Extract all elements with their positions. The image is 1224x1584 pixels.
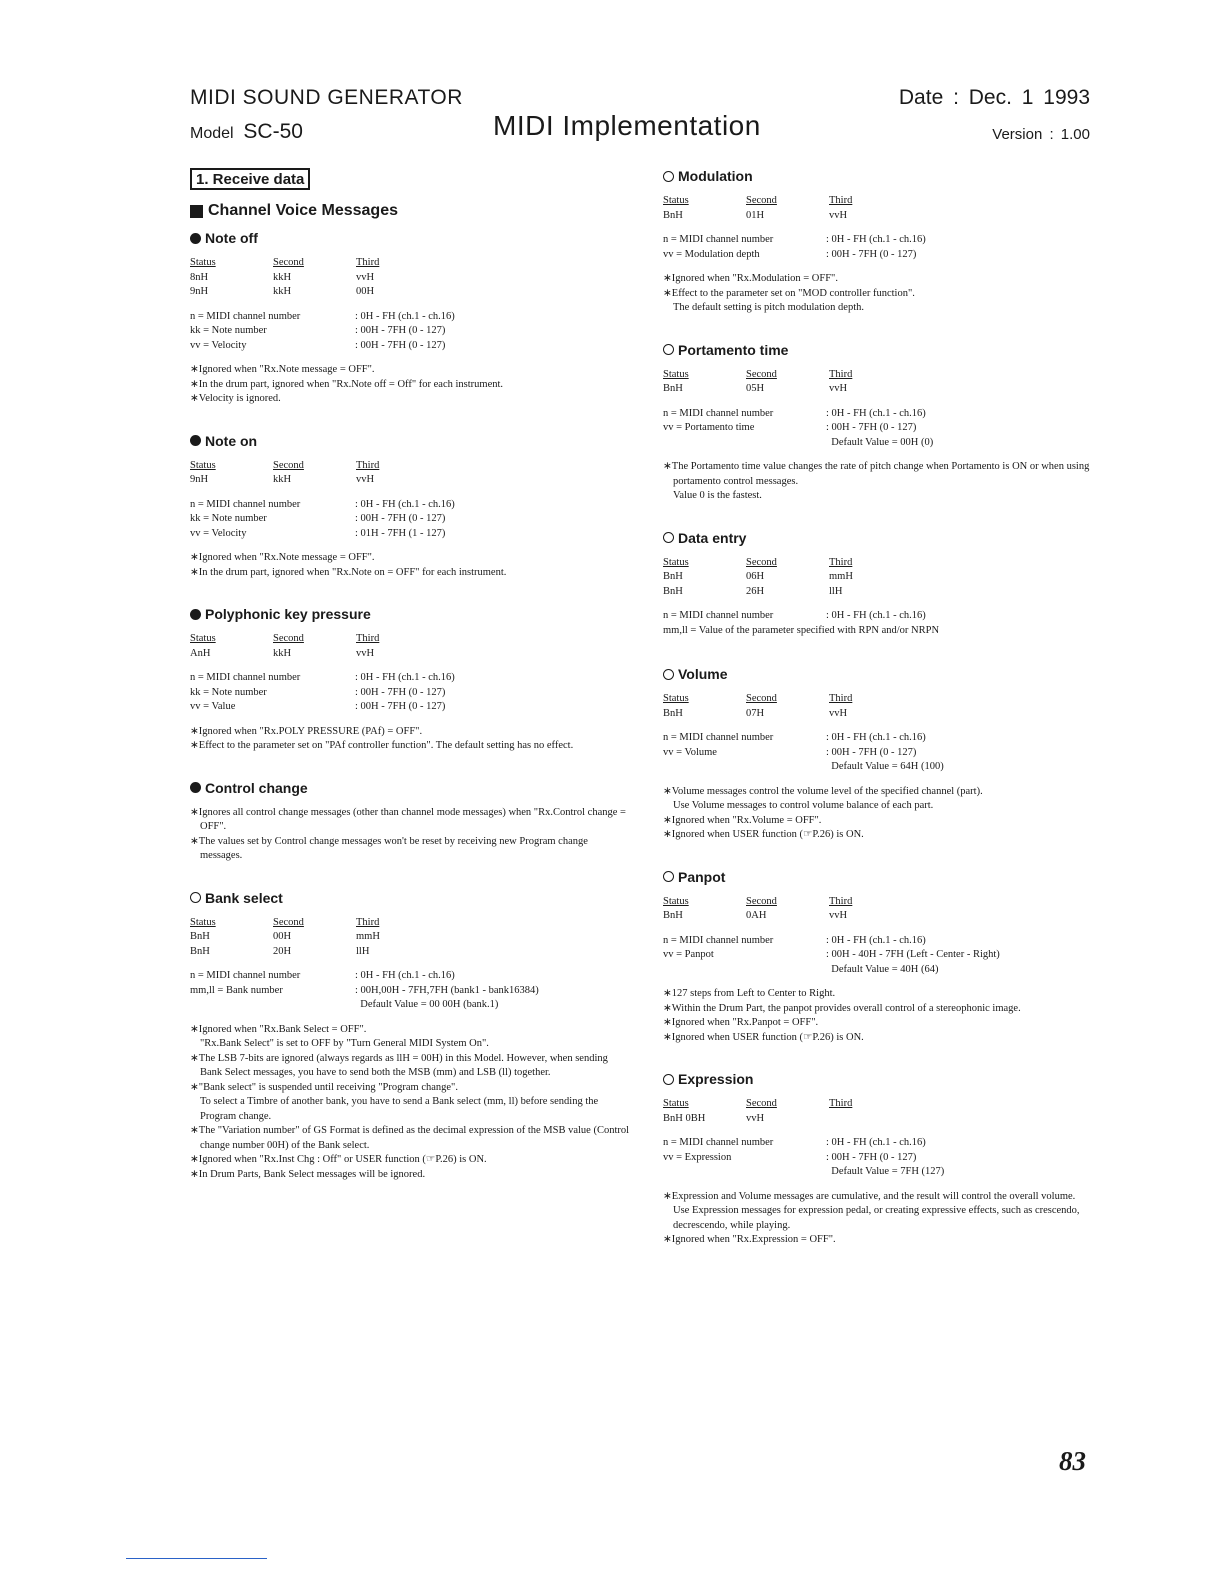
param-label: vv = Portamento time	[663, 422, 755, 433]
note-line: To select a Timbre of another bank, you have to send a Bank select (mm, ll) before sending the Program change.	[200, 1096, 599, 1122]
byte-table-cell: Second	[746, 195, 777, 206]
page-title: MIDI Implementation	[493, 110, 761, 141]
byte-table	[663, 556, 1093, 600]
byte-table	[190, 916, 630, 960]
byte-table-cell: Status	[190, 459, 216, 471]
param-list	[190, 310, 630, 354]
param-range: : 0H - FH (ch.1 - ch.16)	[826, 234, 926, 245]
byte-table-cell: BnH	[190, 931, 210, 942]
version-label: Version : 1.00	[992, 126, 1090, 143]
param-line	[663, 624, 1093, 639]
param-line	[663, 233, 1093, 248]
byte-table-cell: Second	[746, 556, 777, 568]
byte-table-header	[190, 916, 630, 931]
param-line	[663, 731, 1093, 746]
note-line: ∗Velocity is ignored.	[190, 393, 281, 404]
param-label: n = MIDI channel number	[663, 934, 774, 946]
byte-table-cell: vvH	[356, 647, 375, 659]
product-name: MIDI SOUND GENERATOR	[190, 86, 463, 109]
byte-table-row	[663, 382, 1093, 397]
msg-title-text: Panpot	[678, 868, 726, 885]
byte-table-cell: Status	[663, 368, 689, 380]
byte-table-cell: Second	[746, 895, 777, 907]
note-list	[190, 725, 630, 754]
param-list	[663, 609, 1093, 638]
msg-note-on	[190, 433, 630, 581]
note-line: ∗Expression and Volume messages are cumulative, and the result will control the overall volume.	[663, 1190, 1076, 1202]
msg-title-text: Portamento time	[678, 341, 789, 358]
param-list	[190, 498, 630, 542]
byte-table	[663, 1097, 1093, 1126]
channel-voice-title: Channel Voice Messages	[208, 202, 398, 219]
param-range: : 00H - 7FH (0 - 127)	[826, 422, 917, 433]
note-line: ∗Ignored when "Rx.Expression = OFF".	[663, 1234, 836, 1245]
param-label	[663, 760, 826, 775]
note-line: ∗In the drum part, ignored when "Rx.Note on = OFF" for each instrument.	[190, 566, 507, 578]
param-label: mm,ll = Bank number	[190, 984, 283, 996]
open-circle-bullet-icon	[663, 344, 674, 355]
byte-table-row	[190, 285, 630, 300]
note-list	[663, 785, 1093, 843]
note-line: ∗Ignored when "Rx.Modulation = OFF".	[663, 273, 838, 284]
byte-table-cell: Status	[663, 195, 689, 206]
msg-poly-pressure	[190, 606, 630, 754]
byte-table-cell: kkH	[273, 474, 292, 485]
param-range: : 0H - FH (ch.1 - ch.16)	[355, 970, 455, 981]
param-line	[663, 1151, 1093, 1166]
byte-table-header	[663, 895, 1093, 910]
note-list	[663, 987, 1093, 1045]
byte-table-cell: BnH	[663, 383, 683, 394]
note-line: ∗Within the Drum Part, the panpot provides overall control of a stereophonic image.	[663, 1002, 1021, 1014]
byte-table-cell: Third	[356, 633, 380, 644]
byte-table-header	[190, 459, 630, 474]
param-label: mm,ll = Value of the parameter specified with RPN and/or NRPN	[663, 624, 940, 636]
byte-table-cell: BnH	[190, 945, 210, 957]
note-line: ∗The Portamento time value changes the rate of pitch change when Portamento is ON or when using portamento control messages.	[663, 461, 1090, 487]
msg-title-text: Note on	[205, 432, 258, 449]
byte-table-header	[663, 1097, 1093, 1112]
param-line	[190, 686, 630, 701]
byte-table-header	[190, 256, 630, 271]
param-line	[663, 421, 1093, 436]
param-label: n = MIDI channel number	[663, 732, 774, 743]
open-circle-bullet-icon	[190, 892, 201, 903]
param-range: : 00H - 7FH (0 - 127)	[355, 339, 446, 351]
param-label: n = MIDI channel number	[663, 610, 774, 621]
msg-title	[663, 530, 1093, 546]
msg-title	[190, 230, 630, 246]
msg-title	[663, 869, 1093, 885]
param-range: Default Value = 40H (64)	[826, 963, 939, 975]
param-line	[663, 760, 1093, 775]
note-line: ∗Ignored when "Rx.Inst Chg : Off" or USER function (☞P.26) is ON.	[190, 1154, 487, 1165]
byte-table-cell: 8nH	[190, 271, 209, 283]
param-line	[663, 407, 1093, 422]
msg-title	[663, 168, 1093, 184]
msg-title-text: Control change	[205, 779, 308, 796]
filled-circle-bullet-icon	[190, 782, 201, 793]
open-circle-bullet-icon	[663, 871, 674, 882]
note-line: Use Volume messages to control volume balance of each part.	[673, 800, 934, 811]
param-range: : 0H - FH (ch.1 - ch.16)	[826, 732, 926, 743]
param-range: : 0H - FH (ch.1 - ch.16)	[826, 934, 926, 946]
byte-table-cell: Status	[663, 1098, 689, 1109]
param-label: kk = Note number	[190, 686, 267, 698]
param-range: : 00H - 7FH (0 - 127)	[355, 686, 446, 698]
byte-table-cell: AnH	[190, 647, 211, 659]
byte-table-cell: Third	[829, 895, 853, 907]
byte-table-cell: Second	[746, 693, 777, 704]
note-line: ∗In Drum Parts, Bank Select messages will be ignored.	[190, 1168, 426, 1180]
param-range: : 0H - FH (ch.1 - ch.16)	[355, 672, 455, 683]
param-range: : 00H - 7FH (0 - 127)	[355, 325, 446, 336]
byte-table-cell: Second	[746, 368, 777, 380]
byte-table-cell: Second	[273, 257, 304, 268]
param-range: : 0H - FH (ch.1 - ch.16)	[826, 610, 926, 621]
byte-table-row	[663, 570, 1093, 585]
msg-expression	[663, 1071, 1093, 1248]
byte-table	[190, 256, 630, 300]
param-range: : 00H - 7FH (0 - 127)	[355, 513, 446, 524]
byte-table	[663, 895, 1093, 924]
byte-table-cell: kkH	[273, 647, 292, 659]
byte-table-cell: Status	[190, 257, 216, 268]
note-list	[190, 363, 630, 407]
byte-table-cell: 26H	[746, 585, 765, 597]
byte-table-cell: Second	[273, 916, 304, 928]
byte-table-cell: Third	[829, 556, 853, 568]
param-range: Default Value = 64H (100)	[826, 761, 944, 772]
filled-circle-bullet-icon	[190, 233, 201, 244]
byte-table	[663, 692, 1093, 721]
note-line: ∗Volume messages control the volume level of the specified channel (part).	[663, 785, 983, 797]
msg-title-text: Bank select	[205, 889, 283, 906]
param-label: vv = Velocity	[190, 527, 247, 539]
msg-title	[663, 1071, 1093, 1087]
msg-title-text: Modulation	[678, 168, 753, 184]
byte-table-cell: Third	[829, 1098, 853, 1109]
param-list	[663, 731, 1093, 775]
param-line	[663, 963, 1093, 978]
byte-table	[190, 459, 630, 488]
open-circle-bullet-icon	[663, 171, 674, 182]
param-label: vv = Volume	[663, 746, 717, 758]
param-label: n = MIDI channel number	[663, 407, 774, 419]
byte-table-cell: Status	[663, 895, 689, 907]
byte-table-cell: Status	[663, 693, 689, 704]
param-label: n = MIDI channel number	[190, 672, 301, 683]
msg-title	[190, 890, 630, 906]
msg-title-text: Note off	[205, 230, 258, 246]
byte-table-row	[190, 945, 630, 960]
msg-title	[190, 606, 630, 622]
param-range: : 00H - 7FH (0 - 127)	[355, 701, 446, 712]
note-line: ∗127 steps from Left to Center to Right.	[663, 988, 836, 999]
param-line	[663, 948, 1093, 963]
byte-table-cell: llH	[829, 585, 843, 597]
note-list	[663, 272, 1093, 316]
param-line	[190, 998, 630, 1013]
param-label: kk = Note number	[190, 513, 267, 524]
byte-table-cell: Third	[829, 693, 853, 704]
msg-modulation	[663, 168, 1093, 316]
param-list	[663, 1136, 1093, 1180]
byte-table-row	[663, 209, 1093, 224]
param-range: : 00H,00H - 7FH,7FH (bank1 - bank16384)	[355, 984, 539, 996]
param-label: kk = Note number	[190, 325, 267, 336]
note-line: ∗The LSB 7-bits are ignored (always regards as llH = 00H) in this Model. However, when sending Bank Select messages, you have to send both the MSB (mm) and LSB (ll) together.	[190, 1052, 608, 1078]
note-line: Use Expression messages for expression pedal, or creating expressive effects, such as crescendo, decrescendo, while playing.	[673, 1205, 1080, 1231]
byte-table-header	[663, 692, 1093, 707]
note-line: ∗The values set by Control change messages won't be reset by receiving new Program change messages.	[190, 835, 588, 861]
note-line: ∗Ignored when "Rx.POLY PRESSURE (PAf) = OFF".	[190, 725, 423, 737]
param-list	[663, 934, 1093, 978]
param-list	[663, 233, 1093, 262]
byte-table-row	[663, 909, 1093, 924]
channel-voice-heading	[190, 202, 630, 220]
date-label: Date : Dec. 1 1993	[898, 86, 1090, 109]
msg-volume	[663, 666, 1093, 843]
byte-table-cell: 9nH	[190, 474, 209, 485]
param-label	[663, 436, 826, 451]
msg-panpot	[663, 869, 1093, 1046]
note-line: ∗The "Variation number" of GS Format is defined as the decimal expression of the MSB value (Control change number 00H) of the Bank select.	[190, 1125, 630, 1151]
param-range: : 0H - FH (ch.1 - ch.16)	[355, 498, 455, 510]
msg-title	[190, 433, 630, 449]
param-range: : 00H - 7FH (0 - 127)	[826, 248, 917, 260]
note-line: ∗Ignored when USER function (☞P.26) is ON.	[663, 1031, 864, 1043]
param-label: vv = Velocity	[190, 339, 247, 351]
param-line	[663, 746, 1093, 761]
param-list	[663, 407, 1093, 451]
byte-table-cell: vvH	[829, 707, 848, 719]
model-label: Model	[190, 125, 234, 142]
byte-table-header	[190, 632, 630, 647]
param-line	[663, 436, 1093, 451]
param-line	[663, 934, 1093, 949]
param-range: : 00H - 7FH (0 - 127)	[826, 1151, 917, 1163]
note-list	[663, 1190, 1093, 1248]
byte-table-cell: BnH	[663, 910, 683, 921]
byte-table-cell: 00H	[356, 286, 375, 297]
msg-title-text: Data entry	[678, 529, 747, 546]
filled-circle-bullet-icon	[190, 609, 201, 620]
byte-table	[663, 368, 1093, 397]
byte-table-cell: 9nH	[190, 286, 209, 297]
right-column	[663, 168, 1093, 1274]
byte-table-cell: vvH	[356, 271, 375, 283]
msg-note-off	[190, 230, 630, 407]
note-line: ∗Ignored when "Rx.Note message = OFF".	[190, 364, 375, 375]
bottom-rule	[126, 1558, 267, 1559]
param-label: vv = Modulation depth	[663, 248, 760, 260]
param-list	[190, 671, 630, 715]
param-line	[663, 609, 1093, 624]
msg-title-text: Polyphonic key pressure	[205, 606, 371, 622]
byte-table-row	[190, 930, 630, 945]
byte-table-cell: 20H	[273, 945, 292, 957]
param-range: : 00H - 40H - 7FH (Left - Center - Right)	[826, 949, 1000, 960]
byte-table-cell: vvH	[356, 474, 375, 485]
byte-table-cell: 06H	[746, 571, 765, 582]
param-range: : 00H - 7FH (0 - 127)	[826, 746, 917, 758]
note-line: ∗Ignored when "Rx.Bank Select = OFF".	[190, 1023, 367, 1035]
open-circle-bullet-icon	[663, 1074, 674, 1085]
byte-table-cell: vvH	[746, 1112, 765, 1124]
byte-table-cell: kkH	[273, 271, 292, 283]
byte-table-cell: mmH	[829, 571, 853, 582]
param-line	[190, 527, 630, 542]
param-range: Default Value = 00 00H (bank.1)	[355, 999, 499, 1010]
param-label: vv = Expression	[663, 1151, 732, 1163]
msg-data-entry	[663, 530, 1093, 639]
byte-table-cell: mmH	[356, 931, 380, 942]
byte-table-cell: BnH	[663, 707, 683, 719]
model-number: SC-50	[243, 120, 303, 143]
byte-table-header	[663, 194, 1093, 209]
byte-table-row	[190, 473, 630, 488]
msg-title-text: Volume	[678, 666, 728, 682]
param-line	[190, 671, 630, 686]
byte-table-cell: BnH	[663, 209, 683, 221]
param-range: : 0H - FH (ch.1 - ch.16)	[355, 310, 455, 322]
byte-table-cell: 05H	[746, 383, 765, 394]
byte-table-cell: llH	[356, 945, 370, 957]
byte-table-cell: Status	[663, 556, 689, 568]
param-range: : 0H - FH (ch.1 - ch.16)	[826, 1137, 926, 1148]
note-list	[663, 460, 1093, 504]
note-list	[190, 806, 630, 864]
byte-table-row	[663, 707, 1093, 722]
page-number: 83	[1059, 1446, 1086, 1476]
left-column	[190, 168, 630, 1208]
param-line	[663, 1136, 1093, 1151]
param-label: vv = Panpot	[663, 949, 714, 960]
open-circle-bullet-icon	[663, 532, 674, 543]
note-line: ∗In the drum part, ignored when "Rx.Note off = Off" for each instrument.	[190, 378, 504, 390]
param-line	[190, 498, 630, 513]
byte-table-cell: Status	[190, 633, 216, 644]
byte-table-cell: Second	[273, 633, 304, 644]
byte-table-cell: Third	[356, 257, 380, 268]
param-line	[663, 248, 1093, 263]
byte-table-row	[663, 585, 1093, 600]
param-range: : 01H - 7FH (1 - 127)	[355, 527, 446, 539]
byte-table-cell: Third	[829, 368, 853, 380]
filled-circle-bullet-icon	[190, 435, 201, 446]
byte-table-cell: BnH	[663, 585, 683, 597]
byte-table-cell: 01H	[746, 209, 765, 221]
note-line: ∗"Bank select" is suspended until receiving "Program change".	[190, 1081, 458, 1093]
byte-table-cell	[829, 1112, 912, 1127]
note-line: The default setting is pitch modulation depth.	[673, 302, 865, 313]
msg-title	[190, 780, 630, 796]
note-line: Value 0 is the fastest.	[673, 490, 762, 501]
byte-table-cell: Third	[356, 916, 380, 928]
byte-table	[190, 632, 630, 661]
param-line	[190, 512, 630, 527]
msg-title-text: Expression	[678, 1071, 754, 1087]
param-list	[190, 969, 630, 1013]
byte-table-row	[663, 1112, 1093, 1127]
param-label: n = MIDI channel number	[663, 1137, 774, 1148]
note-line: ∗Ignores all control change messages (other than channel mode messages) when "Rx.Control change = OFF".	[190, 806, 626, 832]
param-label: n = MIDI channel number	[190, 498, 301, 510]
byte-table-cell: vvH	[829, 910, 848, 921]
byte-table-cell: Third	[356, 459, 380, 471]
section-heading: 1. Receive data	[190, 168, 310, 190]
note-line: ∗Ignored when "Rx.Panpot = OFF".	[663, 1017, 819, 1028]
param-line	[190, 310, 630, 325]
note-line: ∗Effect to the parameter set on "PAf controller function". The default setting has no effect.	[190, 740, 574, 751]
byte-table-cell: Second	[746, 1098, 777, 1109]
note-line: ∗Effect to the parameter set on "MOD controller function".	[663, 287, 915, 299]
param-label: n = MIDI channel number	[190, 970, 301, 981]
param-range: Default Value = 7FH (127)	[826, 1166, 945, 1177]
byte-table-row	[190, 271, 630, 286]
param-line	[190, 969, 630, 984]
byte-table-cell: 07H	[746, 707, 765, 719]
byte-table-cell: Second	[273, 459, 304, 471]
note-list	[190, 1023, 630, 1183]
byte-table-cell: Third	[829, 195, 853, 206]
msg-title	[663, 342, 1093, 358]
param-label: n = MIDI channel number	[663, 234, 774, 245]
byte-table-cell: 0AH	[746, 910, 767, 921]
byte-table-header	[663, 368, 1093, 383]
byte-table-cell: vvH	[829, 383, 848, 394]
param-label	[190, 998, 355, 1013]
msg-portamento-time	[663, 342, 1093, 504]
open-circle-bullet-icon	[663, 669, 674, 680]
param-line	[190, 324, 630, 339]
param-line	[663, 1165, 1093, 1180]
square-bullet-icon	[190, 205, 203, 218]
byte-table	[663, 194, 1093, 223]
param-label	[663, 1165, 826, 1180]
byte-table-row	[190, 647, 630, 662]
param-range: Default Value = 00H (0)	[826, 436, 934, 448]
note-line: "Rx.Bank Select" is set to OFF by "Turn General MIDI System On".	[200, 1038, 489, 1049]
msg-control-change	[190, 780, 630, 864]
param-line	[190, 700, 630, 715]
byte-table-header	[663, 556, 1093, 571]
byte-table-cell: kkH	[273, 286, 292, 297]
note-list	[190, 551, 630, 580]
param-range: : 0H - FH (ch.1 - ch.16)	[826, 407, 926, 419]
param-line	[190, 984, 630, 999]
msg-title	[663, 666, 1093, 682]
param-label: n = MIDI channel number	[190, 310, 301, 322]
note-line: ∗Ignored when "Rx.Volume = OFF".	[663, 814, 822, 826]
param-label: vv = Value	[190, 701, 236, 712]
model-line	[190, 120, 303, 144]
byte-table-cell: BnH	[663, 571, 683, 582]
byte-table-cell: 00H	[273, 931, 292, 942]
byte-table-cell: Status	[190, 916, 216, 928]
param-label	[663, 963, 826, 978]
note-line: ∗Ignored when USER function (☞P.26) is ON.	[663, 829, 864, 840]
msg-bank-select	[190, 890, 630, 1183]
note-line: ∗Ignored when "Rx.Note message = OFF".	[190, 552, 375, 563]
param-line	[190, 339, 630, 354]
byte-table-cell: BnH 0BH	[663, 1112, 706, 1124]
byte-table-cell: vvH	[829, 209, 848, 221]
